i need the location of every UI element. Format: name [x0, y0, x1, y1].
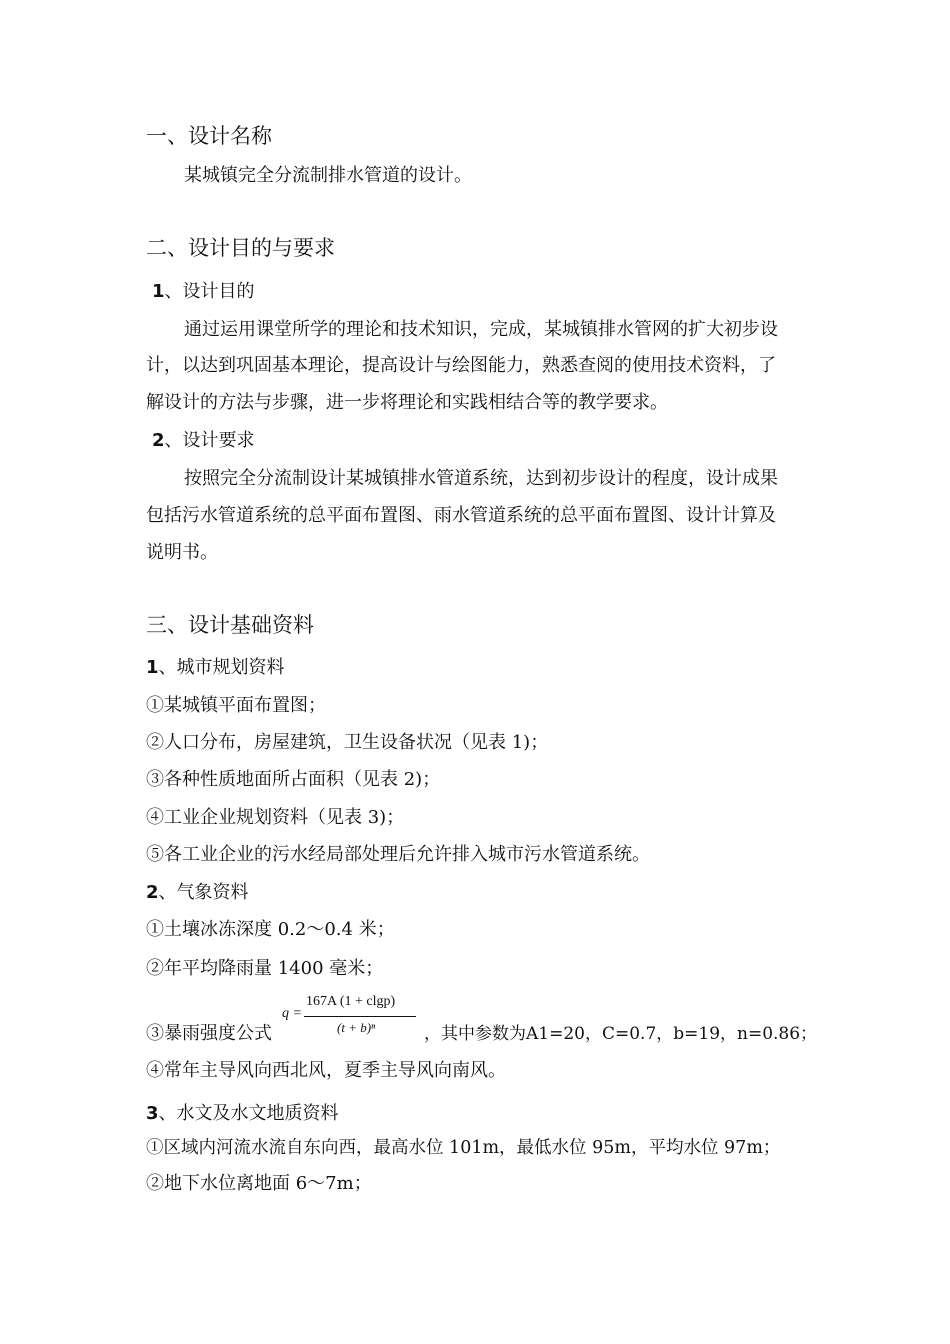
subheading-meteorology-number: 2	[146, 882, 159, 903]
subheading-requirements-title: 、设计要求	[164, 430, 255, 451]
list-item: ②年平均降雨量 1400 毫米；	[146, 958, 384, 979]
formula-parameters: ，其中参数为A1=20，C=0.7，b=19，n=0.86；	[424, 1024, 818, 1044]
purpose-paragraph-line: 计，以达到巩固基本理论，提高设计与绘图能力，熟悉查阅的使用技术资料，了	[146, 355, 776, 376]
subheading-meteorology-title: 、气象资料	[158, 882, 249, 903]
heading-purpose-requirements: 二、设计目的与要求	[146, 236, 335, 260]
purpose-paragraph-line: 通过运用课堂所学的理论和技术知识，完成，某城镇排水管网的扩大初步设	[184, 319, 778, 340]
formula-lhs: q =	[282, 1006, 302, 1021]
rainstorm-intensity-formula	[282, 994, 422, 1046]
subheading-purpose-number: 1	[152, 281, 165, 302]
subheading-hydrology	[146, 1102, 339, 1126]
heading-basic-data: 三、设计基础资料	[146, 613, 314, 637]
list-item: ②地下水位离地面 6～7m；	[146, 1173, 372, 1194]
rainstorm-formula-label: ③暴雨强度公式	[146, 1023, 272, 1044]
design-name-text: 某城镇完全分流制排水管道的设计。	[184, 165, 472, 186]
subheading-requirements-number: 2	[152, 430, 165, 451]
subheading-urban-planning	[146, 656, 285, 680]
list-item: ④工业企业规划资料（见表 3)；	[146, 807, 405, 828]
subheading-requirements	[152, 429, 255, 453]
requirements-paragraph-line: 按照完全分流制设计某城镇排水管道系统，达到初步设计的程度，设计成果	[184, 468, 778, 489]
list-item: ④常年主导风向西北风，夏季主导风向南风。	[146, 1060, 506, 1081]
list-item: ③各种性质地面所占面积（见表 2)；	[146, 769, 441, 790]
subheading-hydrology-number: 3	[146, 1103, 159, 1124]
list-item: ①区域内河流水流自东向西，最高水位 101m，最低水位 95m，平均水位 97m；	[146, 1138, 781, 1158]
list-item: ⑤各工业企业的污水经局部处理后允许排入城市污水管道系统。	[146, 844, 650, 865]
formula-numerator: 167A (1 + clgp)	[306, 994, 396, 1009]
requirements-paragraph-line: 说明书。	[146, 542, 218, 563]
list-item: ①土壤冰冻深度 0.2～0.4 米；	[146, 919, 395, 940]
list-item: ①某城镇平面布置图；	[146, 695, 326, 716]
purpose-paragraph-line: 解设计的方法与步骤，进一步将理论和实践相结合等的教学要求。	[146, 392, 668, 413]
fraction-bar	[304, 1016, 416, 1017]
formula-denominator: (t + b)ⁿ	[337, 1020, 376, 1035]
subheading-purpose-title: 、设计目的	[164, 281, 255, 302]
heading-design-name: 一、设计名称	[146, 124, 272, 148]
requirements-paragraph-line: 包括污水管道系统的总平面布置图、雨水管道系统的总平面布置图、设计计算及	[146, 505, 776, 526]
list-item: ②人口分布，房屋建筑，卫生设备状况（见表 1)；	[146, 732, 549, 753]
subheading-hydrology-title: 、水文及水文地质资料	[158, 1103, 339, 1124]
subheading-urban-planning-number: 1	[146, 657, 159, 678]
subheading-purpose	[152, 280, 255, 304]
subheading-meteorology	[146, 881, 249, 905]
subheading-urban-planning-title: 、城市规划资料	[158, 657, 285, 678]
